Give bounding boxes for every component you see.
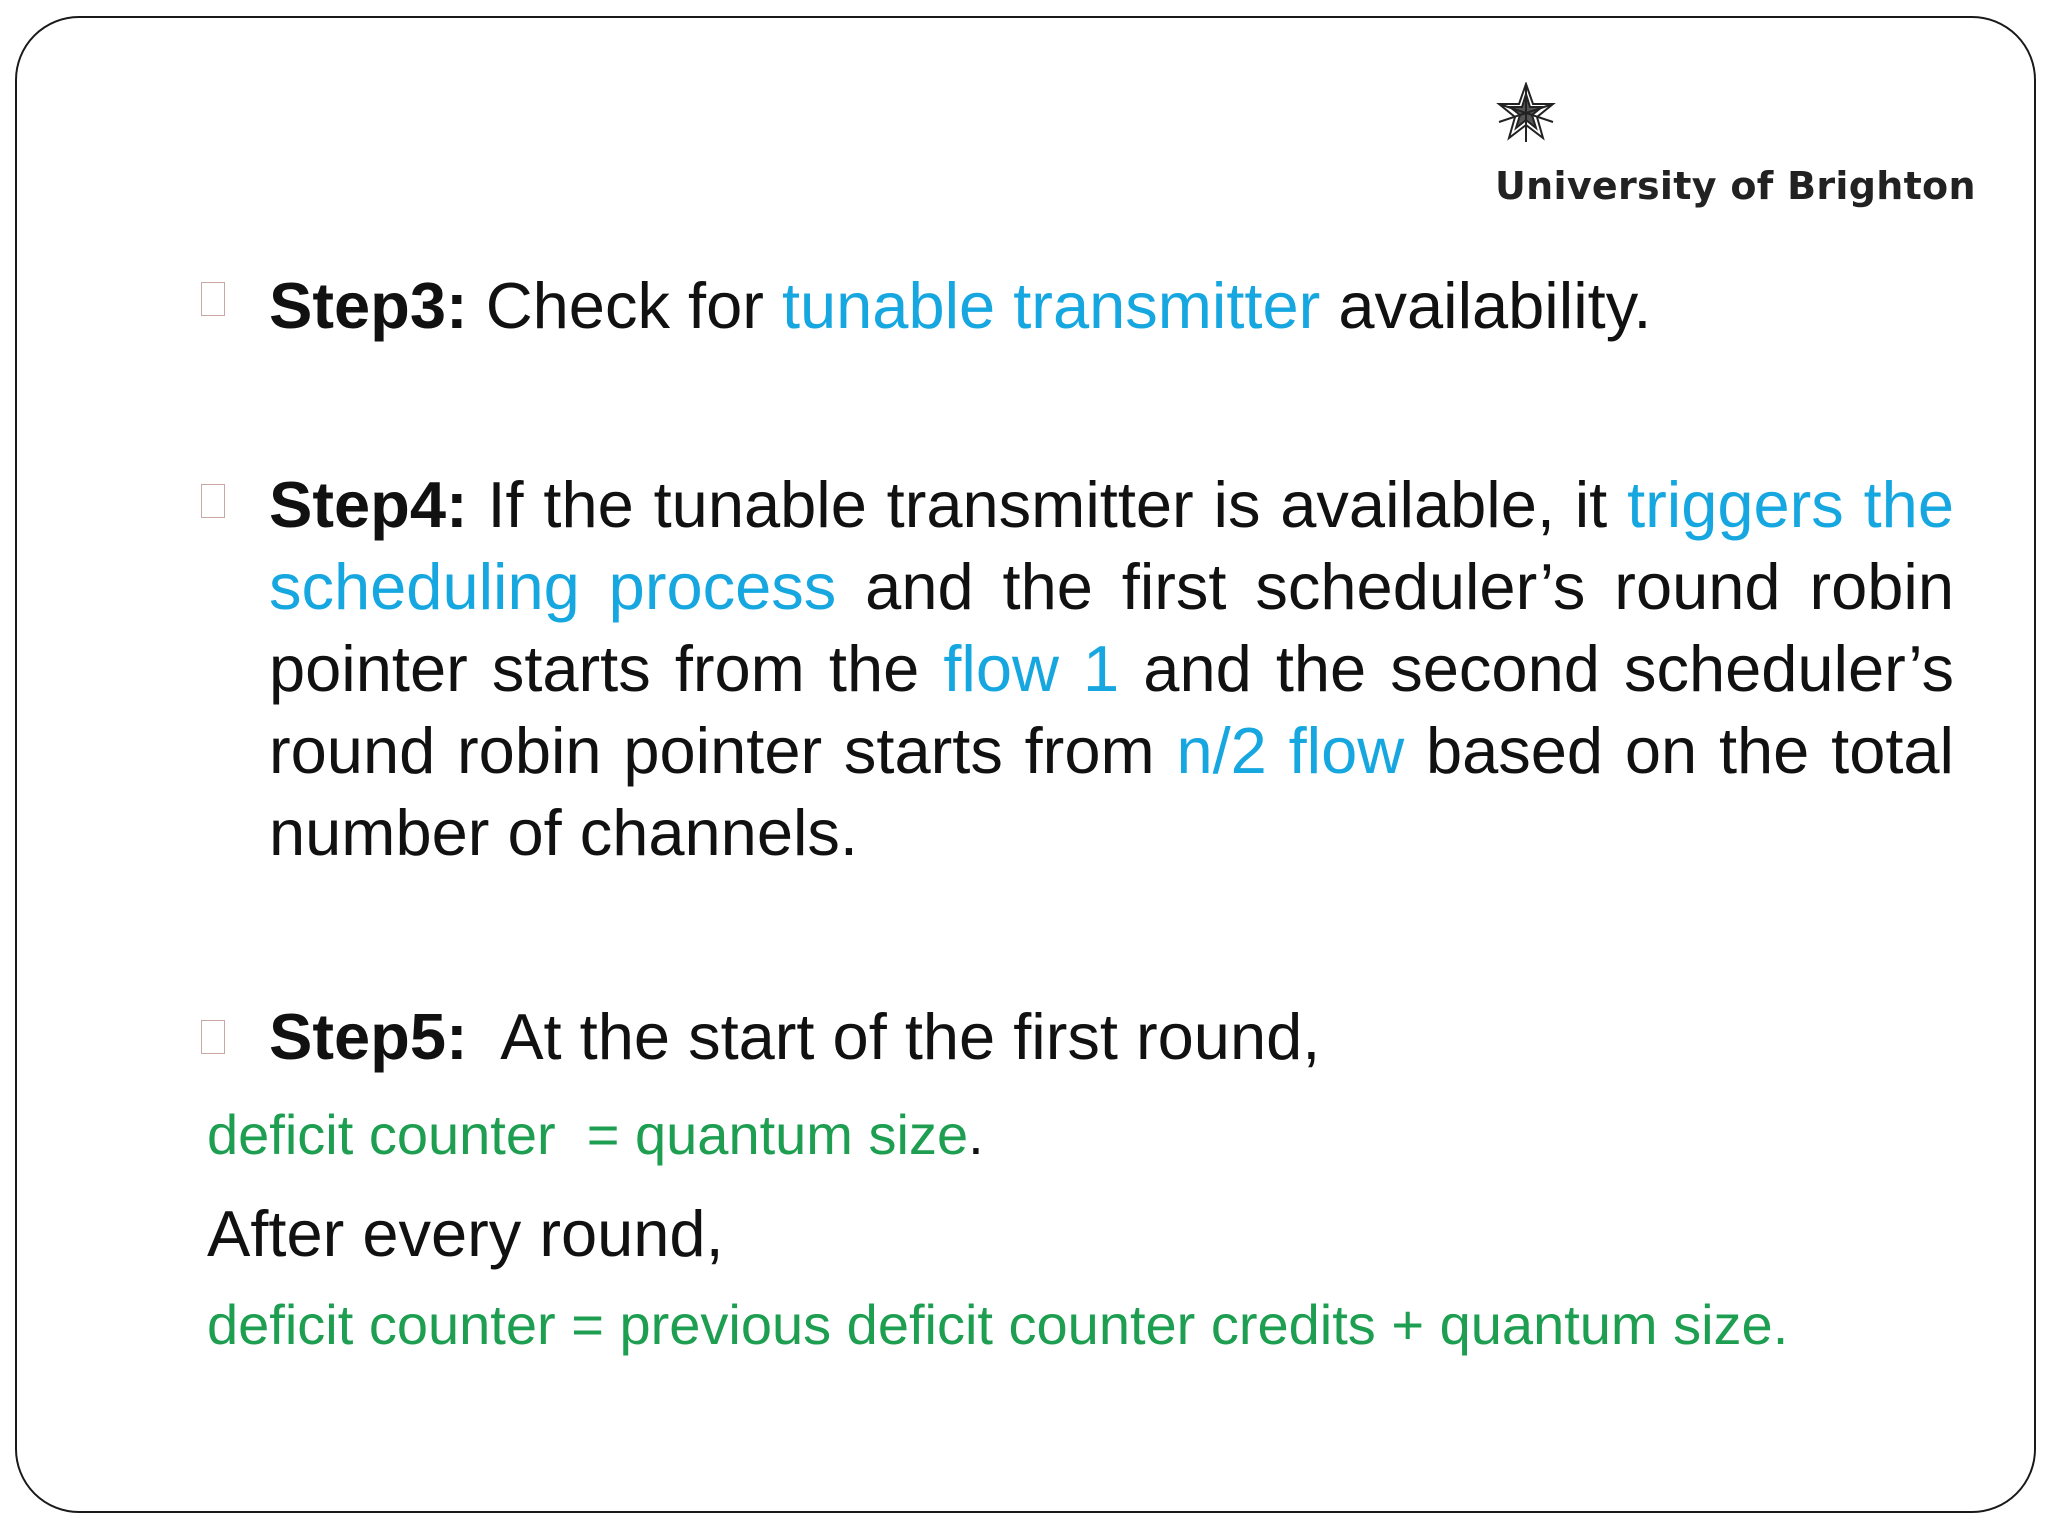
- step4-text-3: and the second scheduler’s round robin pointer starts from: [269, 632, 1954, 787]
- step4-highlight-2: flow 1: [943, 632, 1120, 705]
- formula-initial: [207, 1100, 984, 1170]
- formula-initial-period: .: [968, 1103, 984, 1166]
- step3-post: availability.: [1320, 269, 1652, 342]
- step3-pre: Check for: [467, 269, 782, 342]
- step4-text-2: and the first scheduler’s round robin pointer starts from the: [269, 550, 1954, 705]
- step4-text-4: based on the total number of channels.: [269, 714, 1954, 869]
- step5-label: Step5:: [269, 1000, 468, 1073]
- bullet-icon: [201, 282, 225, 316]
- step4-highlight-1: triggers the scheduling process: [269, 468, 1954, 623]
- step3-label: Step3:: [269, 269, 468, 342]
- star-logo-icon: [1495, 82, 1557, 144]
- step5-body: At the start of the first round,: [467, 1000, 1321, 1073]
- step3-highlight: tunable transmitter: [781, 269, 1321, 342]
- university-logo: [1495, 82, 2015, 212]
- after-round-text: After every round,: [207, 1197, 724, 1270]
- formula-initial-text: deficit counter = quantum size: [207, 1103, 969, 1166]
- bullet-icon: [201, 1020, 225, 1054]
- step5-text: [269, 996, 1320, 1078]
- slide-frame: [15, 16, 2036, 1513]
- step4-text-1: If the tunable transmitter is available, it: [467, 468, 1628, 541]
- bullet-icon: [201, 484, 225, 518]
- step4-highlight-3: n/2 flow: [1176, 714, 1405, 787]
- step3-text: [269, 265, 1651, 347]
- step4-label: Step4:: [269, 468, 468, 541]
- logo-text: University of Brighton: [1495, 164, 1976, 208]
- formula-update: deficit counter = previous deficit counter credits + quantum size.: [207, 1293, 1789, 1356]
- step4-text: [269, 464, 1954, 874]
